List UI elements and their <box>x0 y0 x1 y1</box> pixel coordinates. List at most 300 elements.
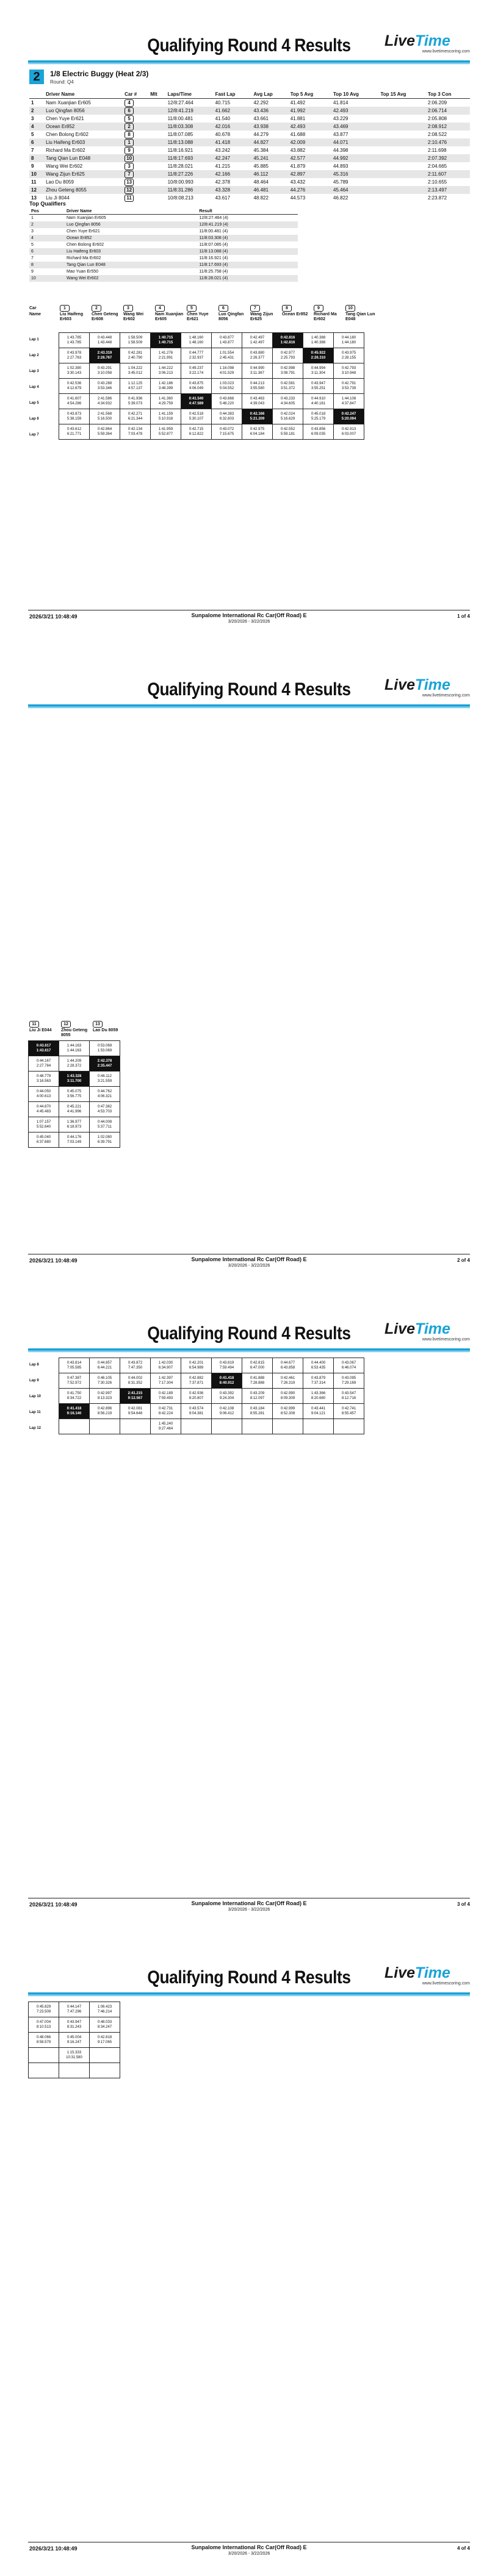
lap-cell <box>334 424 364 440</box>
lap-total: 7:26.319 <box>280 1381 295 1385</box>
lap-driver-column <box>123 305 155 322</box>
lap-cell <box>273 379 303 394</box>
result-top10: 44.071 <box>331 138 378 146</box>
lap-total: 4:34.932 <box>97 402 112 406</box>
lap-cell <box>303 1373 334 1389</box>
lap-total: 9:54.648 <box>128 1412 143 1415</box>
lap-time: 0:44.180 <box>341 336 356 340</box>
lap-time: 1:42.030 <box>158 1361 173 1365</box>
result-top3con: 2:10.655 <box>427 179 447 185</box>
lap-cell <box>151 1404 181 1419</box>
results-header-cell: Top 10 Avg <box>331 90 378 99</box>
table-row <box>59 394 364 409</box>
footer-event: Sunpalome International Rc Car(Off Road) E <box>191 2544 307 2550</box>
car-number-badge: 3 <box>123 305 133 312</box>
lap-time: 0:43.879 <box>311 1376 326 1380</box>
lap-cell <box>90 1102 120 1117</box>
lap-cell <box>212 333 242 348</box>
lap-total: 8:55.457 <box>341 1412 356 1415</box>
result-laps: 12/8:41.219 <box>166 107 214 115</box>
lap-total: 8:34.247 <box>97 2025 112 2029</box>
lap-total: 9:24.304 <box>219 1397 234 1400</box>
tq-driver: Chen Yuye Er621 <box>67 229 100 234</box>
car-number-badge: 1 <box>125 139 134 146</box>
tq-driver: Richard Ma Er602 <box>67 256 101 260</box>
result-pos: 12 <box>29 186 44 194</box>
tq-driver: Ocean Er852 <box>65 235 197 242</box>
lap-time: 0:44.147 <box>67 2005 82 2009</box>
result-driver: Richard Ma Er602 <box>46 148 85 153</box>
table-row <box>29 1102 120 1117</box>
result-fast: 42.016 <box>214 123 252 131</box>
table-row <box>29 1117 120 1132</box>
lap-driver-name: Tang Qian Lun E048 <box>345 312 375 321</box>
lap-cell <box>273 333 303 348</box>
car-number-badge: 5 <box>125 115 134 123</box>
lap-cell <box>334 394 364 409</box>
lap-driver-column <box>60 305 92 322</box>
result-car <box>123 123 148 131</box>
lap-cell <box>120 1358 151 1373</box>
lap-cell <box>59 1404 90 1419</box>
car-number-badge: 11 <box>125 195 134 202</box>
lap-time: 0:43.441 <box>311 1407 326 1411</box>
lap-total: 4:40.161 <box>311 402 326 406</box>
lap-total: 4:00.613 <box>36 1095 51 1098</box>
result-mlt <box>148 131 165 138</box>
lap-time: 0:44.213 <box>250 382 265 385</box>
lap-driver-column <box>250 305 282 322</box>
lap-cell <box>273 424 303 440</box>
lap-total: 10:31.580 <box>66 2056 82 2059</box>
result-pos: 2 <box>29 107 44 115</box>
lap-total: 1:43.877 <box>219 341 234 345</box>
lap-time: 0:44.008 <box>97 1120 112 1124</box>
lap-total: 1:43.617 <box>36 1049 51 1053</box>
lap-time: 0:41.936 <box>128 397 143 401</box>
lap-cell <box>59 2063 90 2078</box>
lap-total: 3:48.399 <box>158 387 173 390</box>
result-top15 <box>378 115 425 123</box>
result-avg: 45.384 <box>253 148 269 153</box>
lap-total: 1:53.069 <box>97 1049 112 1053</box>
top-qualifiers-title: Top Qualifiers <box>29 201 66 207</box>
lap-driver-name: Zhou Geteng 8055 <box>61 1028 88 1037</box>
lap-time: 0:47.387 <box>67 1376 82 1380</box>
car-number-badge: 11 <box>29 1021 39 1028</box>
lap-time: 0:43.880 <box>250 351 265 355</box>
lap-total: 9:04.381 <box>189 1412 204 1415</box>
result-top3con: 2:07.392 <box>426 154 470 162</box>
logo-url: www.livetimescoring.com <box>422 49 470 54</box>
result-top5: 42.897 <box>289 170 331 178</box>
result-laps: 11/8:17.693 <box>166 154 214 162</box>
tq-driver: Liu Haifeng Er603 <box>65 248 197 255</box>
page-3 <box>0 1288 498 1932</box>
page-title: Qualifying Round 4 Results <box>147 679 351 699</box>
lap-total: 6:21.771 <box>67 432 82 436</box>
lap-cell <box>59 2017 90 2033</box>
lap-cell <box>29 2063 59 2078</box>
header-rule <box>28 1348 470 1351</box>
lap-time: 1:44.108 <box>341 397 356 401</box>
lap-total: 3:45.012 <box>128 371 143 375</box>
lap-driver-column <box>155 305 187 322</box>
lap-total: 7:59.494 <box>219 1366 234 1370</box>
lap-cell <box>212 394 242 409</box>
lap-time: 0:44.910 <box>311 397 326 401</box>
lap-time: 0:42.818 <box>97 2036 112 2039</box>
result-avg: 42.292 <box>253 100 269 106</box>
car-number-badge: 10 <box>125 155 134 162</box>
result-top10: 44.398 <box>333 148 348 153</box>
livetime-logo <box>384 677 470 698</box>
results-header-cell: Car # <box>123 90 148 99</box>
lap-total: 5:20.094 <box>341 417 356 421</box>
top-qualifiers-table <box>29 208 298 282</box>
lap-total: 5:21.209 <box>250 417 265 421</box>
lap-total: 6:21.344 <box>128 417 143 421</box>
lap-cell <box>90 1358 120 1373</box>
livetime-logo <box>384 33 470 54</box>
lap-cell <box>59 379 90 394</box>
lap-cell <box>59 1102 90 1117</box>
result-top15 <box>378 138 425 146</box>
tq-driver: Mao Yuan Er550 <box>67 270 99 274</box>
car-number-badge: 9 <box>125 147 134 154</box>
table-row <box>29 2002 120 2017</box>
result-mlt <box>148 178 165 186</box>
result-fast: 42.378 <box>215 179 231 185</box>
lap-time: 0:49.237 <box>189 367 204 370</box>
lap-time: 0:42.461 <box>280 1376 295 1380</box>
result-top5: 42.577 <box>289 154 331 162</box>
lap-time: 0:42.990 <box>280 1392 295 1395</box>
lap-total: 6:03.007 <box>341 432 356 436</box>
result-top10: 42.493 <box>331 107 378 115</box>
lap-total: 8:10.513 <box>36 2025 51 2029</box>
lap-total: 1:58.509 <box>128 341 143 345</box>
lap-total: 6:34.907 <box>158 1366 173 1370</box>
results-header-cell: Laps/Time <box>166 90 214 99</box>
lap-cell <box>273 348 303 363</box>
lap-cell <box>59 363 90 379</box>
lap-total: 6:44.221 <box>97 1366 112 1370</box>
lap-cell <box>212 348 242 363</box>
lap-driver-column <box>314 305 345 322</box>
tq-driver: Luo Qingfan 8056 <box>65 221 197 228</box>
lap-time: 0:42.201 <box>189 1361 204 1365</box>
lap-cell <box>273 1373 303 1389</box>
lap-cell <box>59 333 90 348</box>
table-row <box>29 2063 120 2078</box>
lap-time: 0:42.081 <box>128 1407 143 1411</box>
result-top5: 41.992 <box>289 107 331 115</box>
result-top10: 45.789 <box>333 179 348 185</box>
lap-cell <box>334 1419 364 1434</box>
lap-time: 0:45.829 <box>36 2005 51 2009</box>
result-mlt <box>148 170 165 178</box>
lap-total: 2:35.447 <box>97 1064 112 1068</box>
lap-total: 4:06.049 <box>189 387 204 390</box>
lap-total: 3:22.174 <box>189 371 204 375</box>
lap-driver-name: Nam Xuanjian Er605 <box>155 312 184 321</box>
lap-total: 8:56.219 <box>97 1412 112 1415</box>
lap-cell <box>59 1358 90 1373</box>
lap-cell <box>59 1132 90 1148</box>
result-fast: 40.678 <box>215 132 231 137</box>
result-top5: 41.879 <box>290 163 306 169</box>
lap-total: 8:09.309 <box>280 1397 295 1400</box>
lap-cell <box>120 1373 151 1389</box>
result-mlt <box>148 99 165 107</box>
result-driver: Chen Bolong Er602 <box>46 132 88 137</box>
tq-result: 11/8:28.021 (4) <box>197 275 298 282</box>
result-laps: 12/8:27.464 <box>167 100 193 106</box>
table-row <box>29 221 298 228</box>
result-pos: 11 <box>31 179 37 185</box>
lap-cell <box>59 1117 90 1132</box>
lap-total: 3:21.559 <box>97 1079 112 1083</box>
lap-time: 1:04.222 <box>128 367 143 370</box>
lap-cell <box>303 1358 334 1373</box>
lap-cell <box>151 363 181 379</box>
lap-time: 1:44.222 <box>158 367 173 370</box>
lap-time: 0:43.814 <box>67 1361 82 1365</box>
lap-cell <box>181 363 212 379</box>
result-driver: Wang Zijun Er625 <box>44 170 123 178</box>
lap-time: 0:44.994 <box>311 367 326 370</box>
tq-result: 11/8:07.085 (4) <box>199 243 228 247</box>
lap-cell <box>29 2002 59 2017</box>
results-header-cell: Top 5 Avg <box>289 90 331 99</box>
table-row <box>59 1373 364 1389</box>
result-avg: 48.464 <box>253 179 269 185</box>
lap-cell <box>59 1041 90 1056</box>
footer-dates: 3/20/2026 - 3/22/2026 <box>228 1908 270 1912</box>
tq-pos: 10 <box>29 275 65 282</box>
lap-cell <box>242 363 273 379</box>
lap-cell <box>212 379 242 394</box>
table-row <box>29 194 470 202</box>
lap-cell <box>242 394 273 409</box>
lap-total: 7:03.478 <box>128 432 143 436</box>
lap-cell <box>212 1389 242 1404</box>
table-row <box>29 162 470 170</box>
lap-driver-name: Wang Zijun Er625 <box>250 312 273 321</box>
result-mlt <box>148 146 165 154</box>
lap-total: 2:28.155 <box>341 356 356 360</box>
lap-driver-name: Liu Ji E044 <box>29 1028 52 1032</box>
lap-cell <box>59 1087 90 1102</box>
result-car <box>123 170 148 178</box>
lap-total: 4:54.286 <box>67 402 82 406</box>
lap-total: 3:10.948 <box>341 371 356 375</box>
lap-row-label: Lap 7 <box>29 433 39 437</box>
lap-cell <box>120 1419 151 1434</box>
result-fast: 43.242 <box>215 148 231 153</box>
logo-part1: Live <box>384 1320 416 1337</box>
lap-row-label: Lap 6 <box>29 417 39 421</box>
result-top10: 43.469 <box>331 123 378 131</box>
tq-driver: Tang Qian Lun E048 <box>65 262 197 268</box>
lap-cell <box>90 394 120 409</box>
lap-cell <box>90 348 120 363</box>
car-number-badge: 1 <box>60 305 70 312</box>
lap-time: 0:43.067 <box>341 1361 356 1365</box>
table-row <box>29 170 470 178</box>
result-top5: 44.276 <box>289 186 331 194</box>
lap-total: 4:57.137 <box>128 387 143 390</box>
result-avg: 43.661 <box>253 116 269 121</box>
table-row <box>59 409 364 424</box>
lap-time: 0:43.291 <box>97 367 112 370</box>
car-number-badge: 6 <box>218 305 228 312</box>
lap-cell <box>120 424 151 440</box>
footer-page-number: 4 of 4 <box>457 2546 470 2551</box>
result-car <box>123 107 148 115</box>
lap-total: 8:34.722 <box>67 1397 82 1400</box>
lap-cell <box>29 2048 59 2063</box>
result-mlt <box>148 154 165 162</box>
lap-time: 0:41.540 <box>189 397 204 401</box>
lap-total: 8:20.680 <box>311 1397 326 1400</box>
result-laps: 11/8:13.088 <box>166 138 214 146</box>
lap-time: 0:44.762 <box>97 1090 112 1093</box>
car-number-badge: 2 <box>125 123 134 131</box>
lap-time: 1:42.397 <box>158 1376 173 1380</box>
table-row <box>29 228 298 235</box>
page-title: Qualifying Round 4 Results <box>147 1323 351 1343</box>
lap-time: 0:43.233 <box>280 397 295 401</box>
lap-time: 0:43.072 <box>219 428 234 431</box>
lap-cell <box>303 1404 334 1419</box>
result-car <box>123 146 148 154</box>
lap-total: 5:10.918 <box>158 417 173 421</box>
lap-cell <box>242 1404 273 1419</box>
footer-page-number: 3 of 4 <box>457 1902 470 1907</box>
lap-total: 8:12.716 <box>341 1397 356 1400</box>
lap-time: 0:42.189 <box>158 1392 173 1395</box>
lap-time: 0:44.400 <box>311 1361 326 1365</box>
table-row <box>29 154 470 162</box>
result-top3con: 2:06.714 <box>426 107 470 115</box>
lap-total: 9:16.247 <box>67 2041 82 2044</box>
lap-cell <box>273 363 303 379</box>
result-top5: 41.492 <box>290 100 306 106</box>
result-mlt <box>148 107 165 115</box>
lap-grid <box>28 2002 120 2078</box>
header-rule-thin <box>28 63 470 64</box>
lap-cell <box>29 1102 59 1117</box>
lap-time: 1:43.785 <box>67 336 82 340</box>
lap-time: 1:16.098 <box>219 367 234 370</box>
lap-total: 3:53.346 <box>97 387 112 390</box>
lap-cell <box>59 1419 90 1434</box>
tq-result: 11/8:03.308 (4) <box>197 235 298 242</box>
lap-cell <box>90 2017 120 2033</box>
lap-cell <box>90 1373 120 1389</box>
lap-total: 4:12.679 <box>67 387 82 390</box>
lap-cell <box>29 2017 59 2033</box>
lap-time: 2:43.319 <box>97 351 112 355</box>
lap-time: 1:48.160 <box>189 336 204 340</box>
lap-total: 4:39.043 <box>250 402 265 406</box>
lap-total: 3:06.213 <box>158 371 173 375</box>
lap-cell <box>212 363 242 379</box>
lap-time: 1:44.209 <box>67 1059 82 1063</box>
lap-time: 0:42.715 <box>189 428 204 431</box>
lap-driver-column <box>345 305 377 322</box>
lap-time: 0:42.741 <box>341 1407 356 1411</box>
lap-cell <box>242 333 273 348</box>
lap-cell <box>334 1358 364 1373</box>
lap-cell <box>181 1389 212 1404</box>
lap-total: 6:37.680 <box>36 1140 51 1144</box>
lap-total: 1:44.163 <box>67 1049 82 1053</box>
result-fast: 43.617 <box>215 195 231 201</box>
table-row <box>29 242 298 248</box>
result-laps: 10/8:00.993 <box>167 179 193 185</box>
result-car <box>123 194 148 202</box>
table-row <box>29 1056 120 1072</box>
result-car <box>123 138 148 146</box>
lap-time: 0:45.221 <box>67 1105 82 1109</box>
table-row <box>29 2017 120 2033</box>
lap-time: 1:43.328 <box>67 1075 82 1078</box>
lap-cell <box>120 333 151 348</box>
result-fast: 43.328 <box>214 186 252 194</box>
page-1 <box>0 0 498 644</box>
lap-cell <box>120 379 151 394</box>
car-number-badge: 7 <box>125 171 134 178</box>
lap-total: 2:26.310 <box>311 356 326 360</box>
lap-total: 7:37.871 <box>189 1381 204 1385</box>
table-row <box>29 107 470 115</box>
lap-total: 6:54.989 <box>189 1366 204 1370</box>
lap-time: 0:43.574 <box>189 1407 204 1411</box>
lap-time: 0:44.002 <box>128 1376 143 1380</box>
car-number-badge: 5 <box>187 305 197 312</box>
result-car <box>123 115 148 123</box>
tq-pos: 2 <box>29 221 65 228</box>
lap-total: 3:11.304 <box>311 371 325 375</box>
lap-time: 0:42.024 <box>280 412 295 416</box>
result-top5: 42.009 <box>289 138 331 146</box>
lap-time: 1:12.125 <box>128 382 143 385</box>
lap-row-label: Lap 10 <box>29 1395 42 1398</box>
lap-total: 6:39.791 <box>97 1140 112 1144</box>
lap-time: 0:43.877 <box>219 336 234 340</box>
result-top15 <box>378 194 425 202</box>
lap-time: 0:46.105 <box>97 1376 112 1380</box>
lap-row-label: Lap 8 <box>29 1363 39 1367</box>
lap-cell <box>303 379 334 394</box>
lap-cell <box>181 333 212 348</box>
result-fast: 41.662 <box>214 107 252 115</box>
tq-pos: 1 <box>31 216 34 220</box>
lap-cell <box>90 1419 120 1434</box>
lap-driver-name: Lao Du 8059 <box>93 1028 118 1032</box>
result-avg: 44.827 <box>251 138 288 146</box>
lap-cell <box>120 1389 151 1404</box>
result-pos: 10 <box>29 170 44 178</box>
lap-total: 7:23.509 <box>36 2010 51 2014</box>
lap-cell <box>90 1404 120 1419</box>
table-row <box>29 1087 120 1102</box>
lap-total: 6:47.000 <box>250 1366 265 1370</box>
lap-cell <box>120 409 151 424</box>
